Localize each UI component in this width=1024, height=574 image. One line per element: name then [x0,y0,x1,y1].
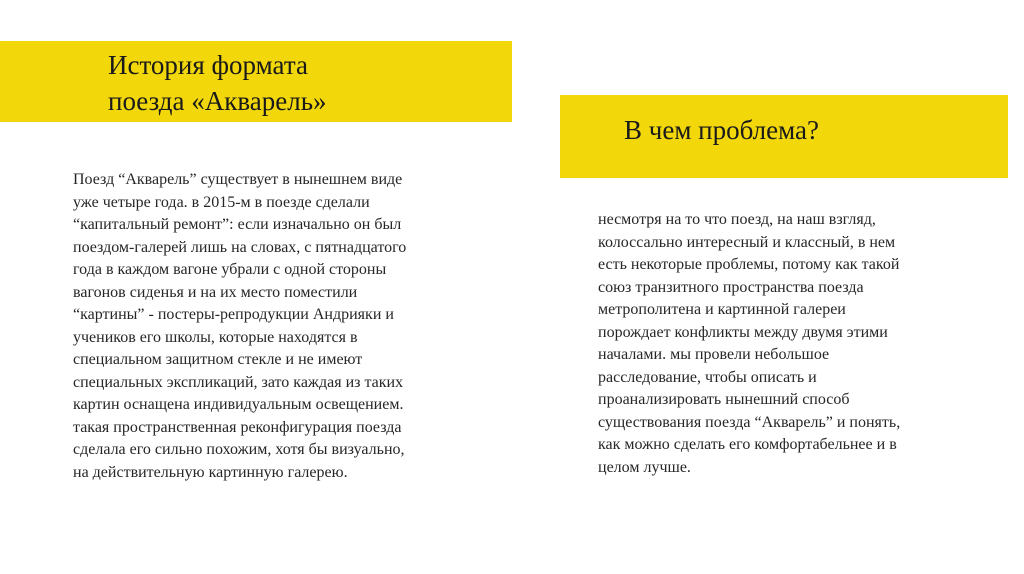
paragraph-line: поездом-галерей лишь на словах, с пятнадцатого [73,238,407,256]
paragraph-line: специальном защитном стекле и не имеют [73,351,363,368]
paragraph-line: “картины” - постеры-репродукции Андрияки и [73,306,394,323]
paragraph-line: несмотря на то что поезд, на наш взгляд, [598,211,876,228]
paragraph-line: “капитальный ремонт”: если изначально он был [73,216,402,233]
paragraph-line: союз транзитного пространства поезда [598,278,864,296]
paragraph-line: на действительную картинную галерею. [73,463,348,481]
paragraph-line: картин оснащена индивидуальным освещением. [73,396,404,413]
paragraph-line: существования поезда “Акварель” и понять, [598,413,901,431]
paragraph-line: уже четыре года. в 2015-м в поезде сделали [73,193,370,211]
paragraph-line: расследование, чтобы описать и [598,368,817,386]
paragraph-line: целом лучше. [598,458,691,476]
paragraph-line: есть некоторые проблемы, потому как такой [598,256,900,273]
history-title [108,47,488,119]
paragraph-line: такая пространственная реконфигурация поезда [73,418,402,436]
paragraph-line: сделала его сильно похожим, хотя бы визуально, [73,441,405,458]
history-title-line: поезда «Акварель» [108,86,327,116]
paragraph-line: метрополитена и картинной галереи [598,301,846,318]
problem-title: В чем проблема? [624,115,819,145]
paragraph-line: проанализировать нынешний способ [598,391,850,408]
paragraph-line: порождает конфликты между двумя этими [598,323,888,341]
paragraph-line: специальных экспликаций, зато каждая из таких [73,373,404,391]
paragraph-line: вагонов сиденья и на их место поместили [73,283,358,301]
paragraph-line: как можно сделать его комфортабельнее и в [598,436,897,453]
paragraph-line: колоссально интересный и классный, в нем [598,233,896,251]
paragraph-line: Поезд “Акварель” существует в нынешнем виде [73,171,403,188]
paragraph-line: учеников его школы, которые находятся в [73,328,358,346]
history-title-line: История формата [108,50,308,80]
history-paragraph [73,169,493,484]
problem-paragraph [598,209,982,479]
paragraph-line: года в каждом вагоне убрали с одной стороны [73,261,387,278]
paragraph-line: началами. мы провели небольшое [598,346,830,363]
